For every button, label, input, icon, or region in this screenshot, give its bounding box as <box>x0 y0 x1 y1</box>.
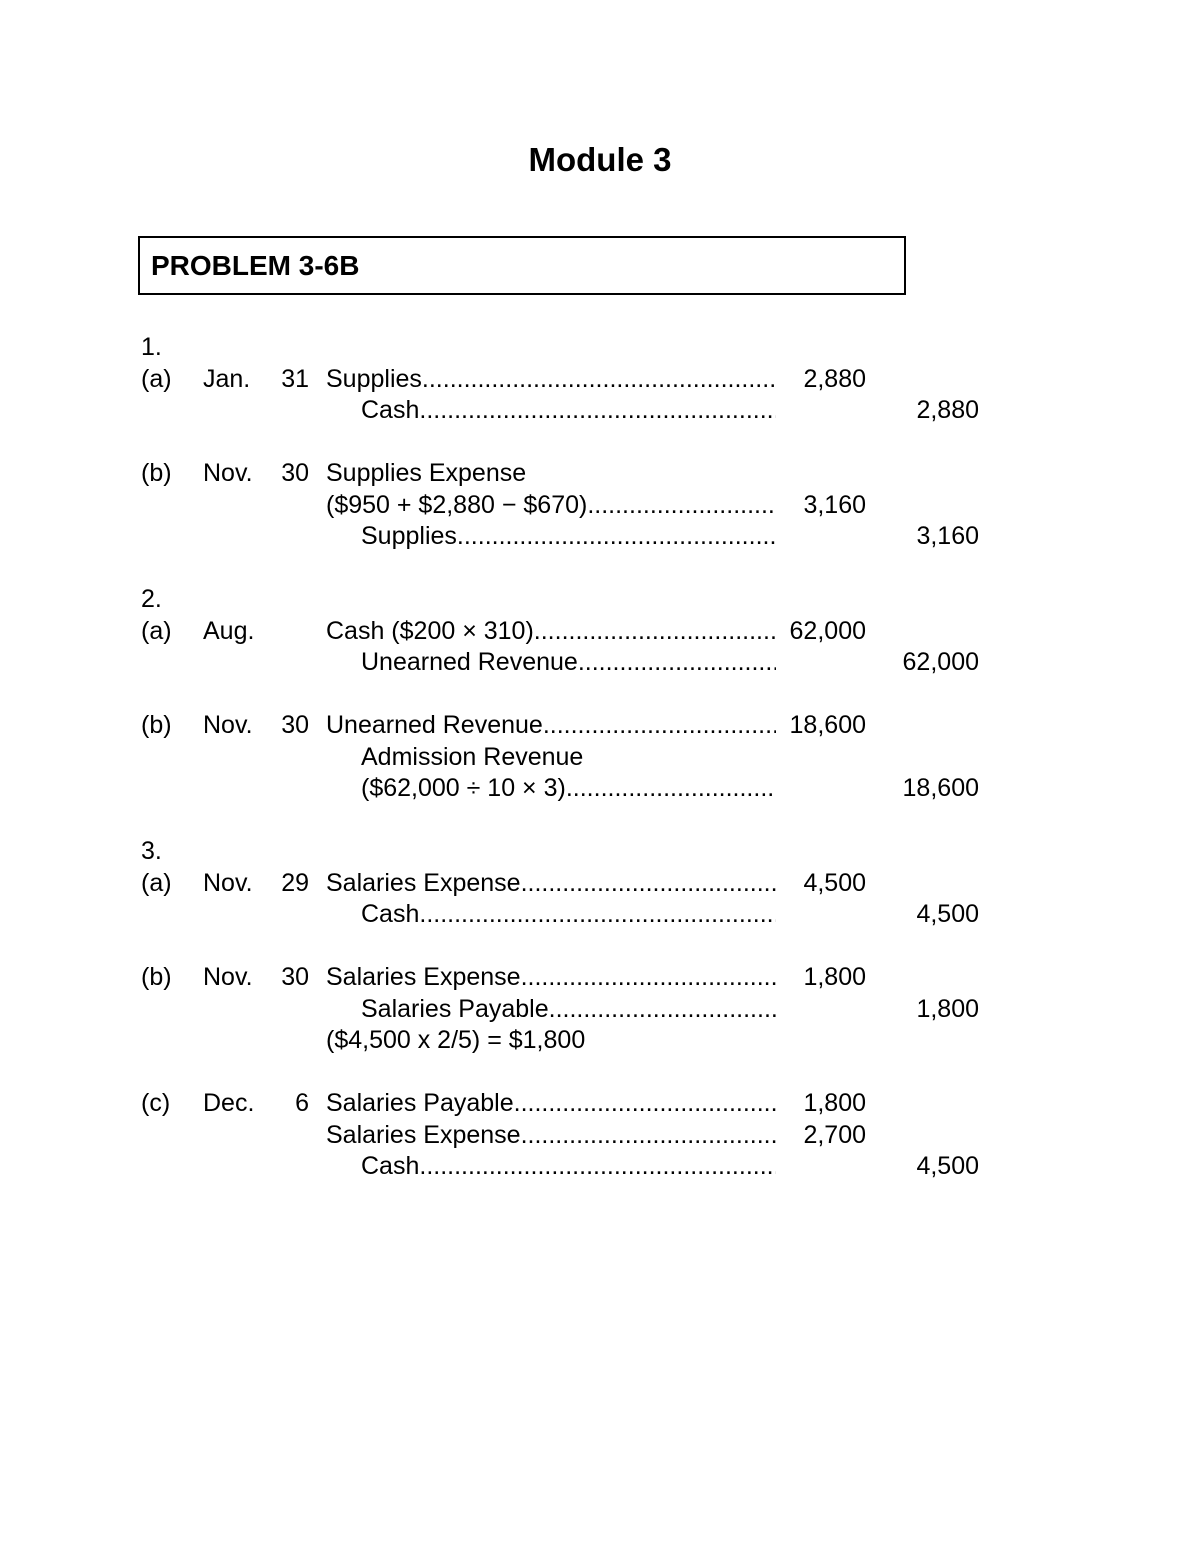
journal-line <box>0 993 1200 1025</box>
entry-day: 30 <box>281 711 309 739</box>
journal-line <box>0 363 1200 395</box>
credit-amount: 3,160 <box>916 522 979 550</box>
entry-day: 31 <box>281 364 309 393</box>
entry-month: Jan. <box>203 364 251 393</box>
account-name: Salaries Payable ..... <box>326 1087 776 1119</box>
entry-month: Aug. <box>203 616 255 645</box>
debit-amount: 4,500 <box>803 868 866 897</box>
journal-line <box>0 615 1200 647</box>
account-name: Cash ..... <box>361 394 776 426</box>
entry-month: Nov. <box>203 711 253 739</box>
credit-amount: 62,000 <box>902 648 979 676</box>
entry-month: Nov. <box>203 963 253 991</box>
account-name: Admission Revenue <box>361 742 584 771</box>
account-name: Cash ..... <box>361 898 776 930</box>
credit-amount: 2,880 <box>916 396 979 424</box>
section-number: 2. <box>141 585 162 613</box>
account-name: ($4,500 x 2/5) = $1,800 <box>326 1026 586 1054</box>
account-name: Supplies ..... <box>361 520 776 552</box>
entry-month: Nov. <box>203 459 253 487</box>
account-name: Salaries Expense ..... <box>326 867 776 899</box>
problem-title: PROBLEM 3-6B <box>151 250 360 281</box>
journal-line <box>0 961 1200 993</box>
journal-line <box>0 898 1200 930</box>
journal-line <box>0 646 1200 678</box>
page-title: Module 3 <box>528 141 672 178</box>
account-name: Supplies Expense <box>326 459 527 487</box>
account-name: Unearned Revenue ..... <box>326 709 776 741</box>
entry-label: (b) <box>141 711 172 739</box>
journal-line <box>0 1119 1200 1151</box>
section-number: 3. <box>141 837 162 865</box>
journal-line <box>0 1150 1200 1182</box>
entry-label: (a) <box>141 364 172 393</box>
entry-month: Nov. <box>203 868 253 897</box>
credit-amount: 4,500 <box>916 900 979 928</box>
entry-day: 29 <box>281 868 309 897</box>
debit-amount: 18,600 <box>789 711 866 739</box>
journal-line <box>0 394 1200 426</box>
journal-line <box>0 709 1200 741</box>
account-name: Salaries Expense ..... <box>326 961 776 993</box>
entry-label: (a) <box>141 616 172 645</box>
account-name: Cash ($200 × 310) ..... <box>326 615 776 647</box>
debit-amount: 3,160 <box>803 490 866 519</box>
account-name: Supplies ..... <box>326 363 776 395</box>
section-number-line <box>0 835 1200 867</box>
account-name: ($950 + $2,880 − $670) ..... <box>326 489 776 521</box>
entry-day: 30 <box>281 963 309 991</box>
journal-line <box>0 489 1200 521</box>
journal-line <box>0 457 1200 489</box>
entry-day: 30 <box>281 459 309 487</box>
journal-line <box>0 867 1200 899</box>
debit-amount: 2,700 <box>803 1120 866 1149</box>
entry-label: (c) <box>141 1089 171 1117</box>
section-number-line <box>0 583 1200 615</box>
entry-day: 6 <box>295 1089 309 1117</box>
journal-line <box>0 1024 1200 1056</box>
debit-amount: 1,800 <box>803 963 866 991</box>
entry-label: (b) <box>141 963 172 991</box>
credit-amount: 18,600 <box>902 774 979 802</box>
account-name: ($62,000 ÷ 10 × 3) ..... <box>361 772 776 804</box>
debit-amount: 62,000 <box>789 616 866 645</box>
entry-label: (a) <box>141 868 172 897</box>
entry-label: (b) <box>141 459 172 487</box>
section-number-line <box>0 331 1200 363</box>
account-name: Salaries Payable ..... <box>361 993 776 1025</box>
account-name: Cash ..... <box>361 1150 776 1182</box>
account-name: Unearned Revenue ..... <box>361 646 776 678</box>
entry-month: Dec. <box>203 1089 255 1117</box>
journal-line <box>0 520 1200 552</box>
journal-line <box>0 1087 1200 1119</box>
debit-amount: 1,800 <box>803 1089 866 1117</box>
credit-amount: 1,800 <box>916 994 979 1023</box>
journal-line <box>0 741 1200 773</box>
credit-amount: 4,500 <box>916 1152 979 1180</box>
debit-amount: 2,880 <box>803 364 866 393</box>
account-name: Salaries Expense ..... <box>326 1119 776 1151</box>
journal-line <box>0 772 1200 804</box>
section-number: 1. <box>141 333 162 361</box>
